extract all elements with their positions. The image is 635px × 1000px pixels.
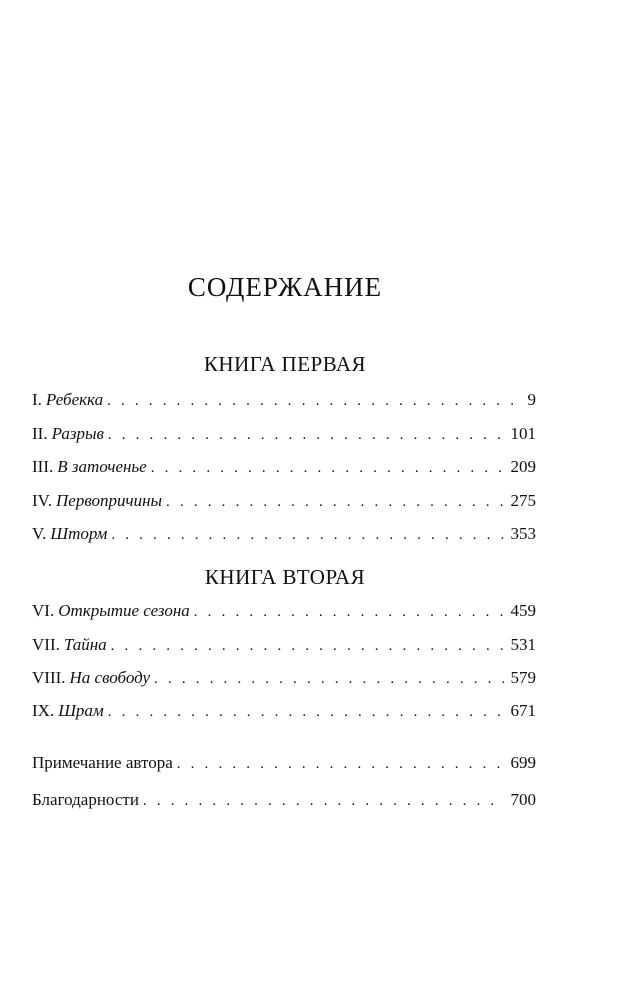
dot-leader — [154, 668, 504, 690]
chapter-title: В заточенье — [57, 457, 147, 476]
page-number: 275 — [510, 491, 536, 510]
dot-leader — [111, 524, 504, 546]
dot-leader — [177, 753, 505, 775]
dot-leader — [143, 790, 505, 812]
page-title: СОДЕРЖАНИЕ — [187, 272, 383, 302]
dot-leader — [151, 457, 505, 479]
chapter-number: VIII. — [32, 668, 66, 687]
chapter-number: VII. — [32, 635, 60, 654]
chapter-title: Ребекка — [45, 390, 104, 409]
page-number: 531 — [510, 635, 536, 654]
toc-entry[interactable] — [32, 423, 536, 445]
page-number: 101 — [510, 424, 536, 443]
entry-title: Благодарности — [32, 790, 139, 809]
toc-entry[interactable] — [32, 456, 536, 478]
toc-entry[interactable] — [32, 600, 536, 622]
page-number: 699 — [510, 753, 536, 772]
page-number: 459 — [510, 601, 536, 620]
page-number: 209 — [510, 457, 536, 476]
page-number: 353 — [510, 524, 536, 543]
toc-entry[interactable] — [32, 634, 536, 656]
page-number: 579 — [510, 668, 536, 687]
toc-entry[interactable] — [32, 523, 536, 545]
page-number: 671 — [510, 701, 536, 720]
page-number: 700 — [510, 790, 536, 809]
chapter-title: Шторм — [50, 524, 108, 543]
book-two-heading: КНИГА ВТОРАЯ — [204, 565, 366, 589]
toc-entry[interactable] — [32, 389, 536, 411]
dot-leader — [111, 635, 505, 657]
page-number: 9 — [527, 390, 536, 409]
chapter-number: IV. — [32, 491, 52, 510]
dot-leader — [107, 390, 520, 412]
book-one-heading: КНИГА ПЕРВАЯ — [203, 352, 367, 376]
chapter-title: Шрам — [58, 701, 104, 720]
dot-leader — [108, 701, 505, 723]
dot-leader — [166, 491, 504, 513]
toc-entry[interactable] — [32, 700, 536, 722]
toc-entry[interactable] — [32, 667, 536, 689]
chapter-title: Открытие сезона — [58, 601, 190, 620]
chapter-number: V. — [32, 524, 47, 543]
toc-entry-acknowledgements[interactable] — [32, 789, 536, 811]
toc-entry[interactable] — [32, 490, 536, 512]
dot-leader — [194, 601, 505, 623]
chapter-number: III. — [32, 457, 54, 476]
chapter-title: Разрыв — [51, 424, 104, 443]
chapter-number: VI. — [32, 601, 55, 620]
entry-title: Примечание автора — [32, 753, 173, 772]
chapter-number: II. — [32, 424, 48, 443]
chapter-title: Первопричины — [56, 491, 163, 510]
chapter-title: Тайна — [63, 635, 107, 654]
dot-leader — [108, 424, 505, 446]
toc-entry-authors-note[interactable] — [32, 752, 536, 774]
chapter-number: I. — [32, 390, 42, 409]
chapter-title: На свободу — [69, 668, 151, 687]
chapter-number: IX. — [32, 701, 55, 720]
